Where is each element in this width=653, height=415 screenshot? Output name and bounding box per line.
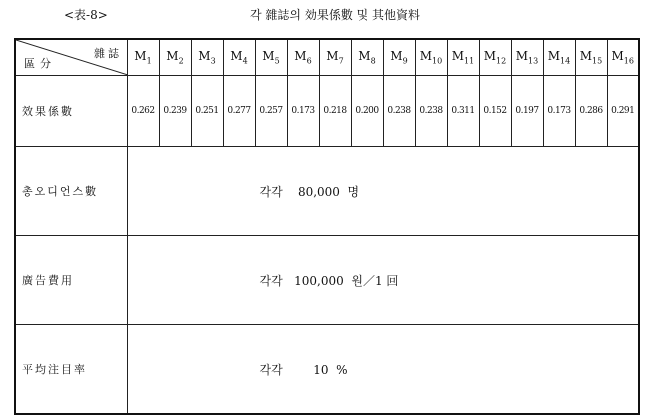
- column-header: $M_5$: [255, 39, 287, 76]
- column-header: $M_{16}$: [607, 39, 639, 76]
- corner-label-magazine: 雜誌: [94, 47, 122, 60]
- row-label-audience: 총오디언스數: [15, 147, 127, 236]
- effect-value-cell: 0.239: [159, 76, 191, 147]
- effect-value-cell: 0.291: [607, 76, 639, 147]
- frequency-value: 각각 10 %: [127, 325, 639, 415]
- effect-value-cell: 0.251: [191, 76, 223, 147]
- row-label-ad-cost: 廣告費用: [15, 236, 127, 325]
- effect-value-cell: 0.152: [479, 76, 511, 147]
- effect-value-cell: 0.238: [383, 76, 415, 147]
- table-row-ad-cost: [15, 236, 639, 325]
- effect-value-cell: 0.262: [127, 76, 159, 147]
- corner-header-cell: [15, 39, 127, 76]
- effect-value-cell: 0.257: [255, 76, 287, 147]
- effect-value-cell: 0.173: [543, 76, 575, 147]
- effect-value-cell: 0.311: [447, 76, 479, 147]
- column-header: $M_6$: [287, 39, 319, 76]
- effect-value-cell: 0.197: [511, 76, 543, 147]
- table-caption-number: <表-8>: [64, 8, 108, 22]
- effect-value-cell: 0.200: [351, 76, 383, 147]
- column-header: $M_8$: [351, 39, 383, 76]
- column-header: $M_9$: [383, 39, 415, 76]
- effect-value-cell: 0.277: [223, 76, 255, 147]
- header-row: [15, 39, 639, 76]
- column-header: $M_3$: [191, 39, 223, 76]
- table-row-audience: [15, 147, 639, 236]
- table-row-frequency: [15, 325, 639, 415]
- column-header: $M_7$: [319, 39, 351, 76]
- effect-value-cell: 0.173: [287, 76, 319, 147]
- audience-value: 각각 80,000 명: [127, 147, 639, 236]
- table-row-effect: [15, 76, 639, 147]
- column-header: $M_{13}$: [511, 39, 543, 76]
- column-header: $M_{12}$: [479, 39, 511, 76]
- corner-label-division: 區分: [24, 57, 56, 70]
- column-header: $M_{14}$: [543, 39, 575, 76]
- column-header: $M_1$: [127, 39, 159, 76]
- column-header: $M_{15}$: [575, 39, 607, 76]
- effect-value-cell: 0.218: [319, 76, 351, 147]
- effect-value-cell: 0.238: [415, 76, 447, 147]
- table-title: 각 雜誌의 効果係數 및 其他資料: [250, 8, 421, 22]
- column-header: $M_{10}$: [415, 39, 447, 76]
- column-header: $M_4$: [223, 39, 255, 76]
- data-table: [14, 38, 640, 415]
- ad-cost-value: 각각 100,000 원／1 回: [127, 236, 639, 325]
- row-label-effect: 效果係數: [15, 76, 127, 147]
- column-header: $M_{11}$: [447, 39, 479, 76]
- row-label-frequency: 平均注目率: [15, 325, 127, 415]
- effect-value-cell: 0.286: [575, 76, 607, 147]
- column-header: $M_2$: [159, 39, 191, 76]
